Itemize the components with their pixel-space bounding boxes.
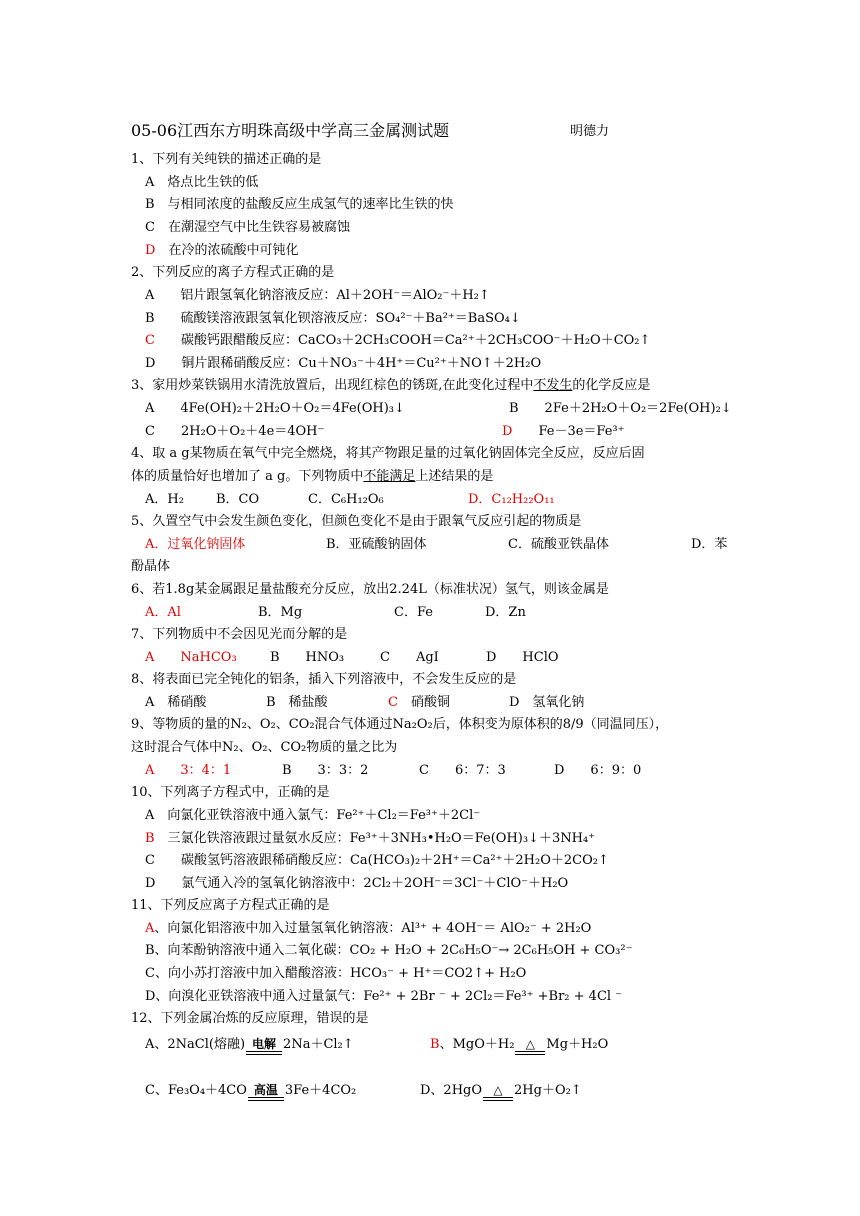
q8-stem: 8、将表面已完全钝化的铝条，插入下列溶液中，不会发生反应的是 xyxy=(131,672,517,687)
q8-option-a: A 稀硝酸 xyxy=(145,695,207,710)
q11-option-c: C、向小苏打溶液中加入醋酸溶液：HCO₃⁻ + H⁺＝CO2↑+ H₂O xyxy=(145,966,527,981)
q2-option-a: A 铝片跟氢氧化钠溶液反应：Al＋2OH⁻＝AlO₂⁻＋H₂↑ xyxy=(145,288,490,303)
q1-option-c: C 在潮湿空气中比生铁容易被腐蚀 xyxy=(145,220,350,235)
q7-stem: 7、下列物质中不会因见光而分解的是 xyxy=(131,627,348,642)
q3-answer-letter: D xyxy=(502,424,513,439)
reaction-condition-arrow: △ xyxy=(483,1084,513,1105)
q9-option-a: A 3：4：1 xyxy=(145,763,232,778)
q9-option-d: D 6：9：0 xyxy=(554,763,642,778)
q3-option-a: A 4Fe(OH)₂＋2H₂O＋O₂＝4Fe(OH)₃↓ xyxy=(145,401,405,416)
q3-option-d: D Fe－3e＝Fe³⁺ xyxy=(502,424,625,439)
q8-option-c: C 硝酸铜 xyxy=(388,695,450,710)
q12-option-b: B、MgO＋H₂ △ Mg＋H₂O xyxy=(430,1034,608,1059)
q5-option-b: B．亚硫酸钠固体 xyxy=(326,537,427,552)
q4-option-c: C．C₆H₁₂O₆ xyxy=(308,492,384,507)
q5-stem: 5、久置空气中会发生颜色变化，但颜色变化不是由于跟氧气反应引起的物质是 xyxy=(131,514,582,529)
q3-stem: 3、家用炒菜铁锅用水清洗放置后，出现红棕色的锈斑,在此变化过程中不发生的化学反应是 xyxy=(131,378,651,393)
q9-stem-line1: 9、等物质的量的N₂、O₂、CO₂混合气体通过Na₂O₂后，体积变为原体积的8/9（同温同压）， xyxy=(131,717,669,732)
reaction-condition-arrow: 高温 xyxy=(248,1084,284,1105)
q9-stem-line2: 这时混合气体中N₂、O₂、CO₂物质的量之比为 xyxy=(131,740,398,755)
q6-option-a: A．Al xyxy=(145,605,181,620)
page-title: 05-06江西东方明珠高级中学高三金属测试题 xyxy=(131,121,450,140)
q3-option-b: B 2Fe＋2H₂O＋O₂＝2Fe(OH)₂↓ xyxy=(509,401,732,416)
q1-option-a: A 烙点比生铁的低 xyxy=(145,175,259,190)
q11-option-b: B、向苯酚钠溶液中通入二氧化碳：CO₂ + H₂O + 2C₆H₅O⁻→ 2C₆H₅OH + CO₃²⁻ xyxy=(145,943,633,958)
q3-underlined-term: 不发生 xyxy=(533,378,573,393)
q10-answer-letter: B xyxy=(145,831,155,846)
q2-stem: 2、下列反应的离子方程式正确的是 xyxy=(131,265,335,280)
q8-option-d: D 氢氧化钠 xyxy=(509,695,585,710)
q2-option-d: D 铜片跟稀硝酸反应：Cu＋NO₃⁻＋4H⁺＝Cu²⁺＋NO↑＋2H₂O xyxy=(145,356,542,371)
author-name: 明德力 xyxy=(570,124,610,139)
reaction-condition-arrow: 电解 xyxy=(246,1038,282,1059)
q12-option-d: D、2HgO △ 2Hg＋O₂↑ xyxy=(420,1080,582,1105)
q9-option-c: C 6：7：3 xyxy=(419,763,506,778)
q1-stem: 1、下列有关纯铁的描述正确的是 xyxy=(131,152,322,167)
q8-option-b: B 稀盐酸 xyxy=(266,695,328,710)
q10-option-d: D 氯气通入冷的氢氧化钠溶液中：2Cl₂＋2OH⁻＝3Cl⁻＋ClO⁻＋H₂O xyxy=(145,876,569,891)
q6-option-d: D．Zn xyxy=(485,605,526,620)
q11-stem: 11、下列反应离子方程式正确的是 xyxy=(131,898,330,913)
q6-option-c: C．Fe xyxy=(394,605,433,620)
q1-option-b: B 与相同浓度的盐酸反应生成氢气的速率比生铁的快 xyxy=(145,197,454,212)
q10-option-a: A 向氯化亚铁溶液中通入氯气：Fe²⁺＋Cl₂＝Fe³⁺＋2Cl⁻ xyxy=(145,808,481,823)
q12-option-c: C、Fe₃O₄＋4CO 高温 3Fe＋4CO₂ xyxy=(145,1080,356,1105)
q7-option-c: C AgI xyxy=(380,650,439,665)
q7-option-a: A NaHCO₃ xyxy=(145,650,237,665)
q4-underlined-term: 不能满足 xyxy=(363,469,416,484)
q4-stem-line1: 4、取 a g某物质在氧气中完全燃烧，将其产物跟足量的过氧化钠固体完全反应，反应后固 xyxy=(131,446,645,461)
q2-option-c: C 碳酸钙跟醋酸反应：CaCO₃＋2CH₃COOH＝Ca²⁺＋2CH₃COO⁻＋H₂O＋CO₂↑ xyxy=(145,333,651,348)
q12-option-a: A、2NaCl(熔融) 电解 2Na＋Cl₂↑ xyxy=(145,1034,354,1059)
q6-option-b: B．Mg xyxy=(258,605,303,620)
q2-answer-letter: C xyxy=(145,333,155,348)
q3-option-c: C 2H₂O＋O₂＋4e＝4OH⁻ xyxy=(145,424,325,439)
q10-option-c: C 碳酸氢钙溶液跟稀硝酸反应：Ca(HCO₃)₂＋2H⁺＝Ca²⁺＋2H₂O＋2CO₂↑ xyxy=(145,853,609,868)
q10-option-b: B 三氯化铁溶液跟过量氨水反应：Fe³⁺＋3NH₃•H₂O＝Fe(OH)₃↓＋3NH₄⁺ xyxy=(145,831,596,846)
q6-stem: 6、若1.8g某金属跟足量盐酸充分反应，放出2.24L（标准状况）氢气，则该金属是 xyxy=(131,582,609,597)
q8-answer-letter: C xyxy=(388,695,398,710)
q2-option-b: B 硫酸镁溶液跟氢氧化钡溶液反应：SO₄²⁻＋Ba²⁺＝BaSO₄↓ xyxy=(145,311,521,326)
q5-option-a: A．过氧化钠固体 xyxy=(145,537,246,552)
q10-stem: 10、下列离子方程式中，正确的是 xyxy=(131,785,330,800)
q7-option-d: D HClO xyxy=(486,650,559,665)
q1-option-d: D 在冷的浓硫酸中可钝化 xyxy=(145,243,299,258)
q4-option-d: D．C₁₂H₂₂O₁₁ xyxy=(468,492,555,507)
q12-answer-letter: B xyxy=(430,1037,440,1052)
q11-option-a: A、向氯化铝溶液中加入过量氢氧化钠溶液：Al³⁺ + 4OH⁻＝ AlO₂⁻ + 2H₂O xyxy=(145,921,592,936)
q4-option-b: B．CO xyxy=(216,492,260,507)
q4-stem-line2: 体的质量恰好也增加了 a g。下列物质中不能满足上述结果的是 xyxy=(131,469,494,484)
q4-option-a: A．H₂ xyxy=(145,492,184,507)
q5-option-c: C．硫酸亚铁晶体 xyxy=(508,537,609,552)
q11-option-d: D、向溴化亚铁溶液中通入过量氯气：Fe²⁺ + 2Br ⁻ + 2Cl₂＝Fe³⁺ +Br₂ + 4Cl ⁻ xyxy=(145,989,623,1004)
reaction-condition-arrow: △ xyxy=(515,1038,545,1059)
q5-option-d-continued: 酚晶体 xyxy=(131,559,171,574)
q12-stem: 12、下列金属冶炼的反应原理，错误的是 xyxy=(131,1011,369,1026)
q9-option-b: B 3：3：2 xyxy=(282,763,369,778)
q7-option-b: B HNO₃ xyxy=(270,650,345,665)
q5-option-d: D．苯 xyxy=(691,537,728,552)
q1-answer-letter: D xyxy=(145,243,156,258)
q11-answer-letter: A xyxy=(145,921,155,936)
